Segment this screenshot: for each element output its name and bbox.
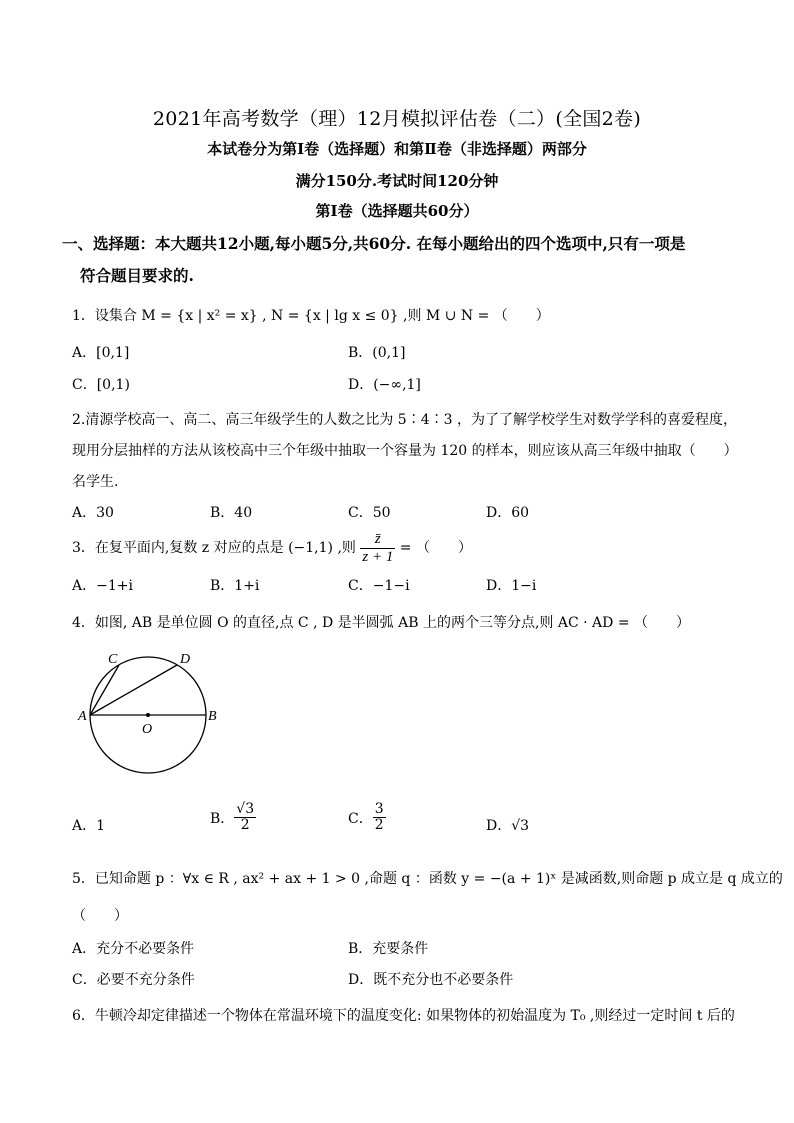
q4-option-b-fraction	[234, 802, 256, 834]
question-4-stem: 4．如图, AB 是单位圆 O 的直径,点 C , D 是半圆弧 AB 上的两个三等分点,则 AC · AD = （ ）	[72, 615, 691, 631]
q4-option-c-fraction	[373, 802, 386, 834]
q3-fraction-denominator: z + 1	[362, 548, 394, 565]
q4-option-d	[486, 815, 529, 835]
question-1-stem: 1．设集合 M = {x | x² = x} , N = {x | lg x ≤ 0} ,则 M ∪ N = （ ）	[72, 308, 550, 324]
question-2-line3: 名学生.	[72, 474, 119, 490]
q3-fraction-numerator: z̄	[360, 531, 395, 549]
q3-stem-pre: 3．在复平面内,复数 z 对应的点是 (−1,1) ,则	[72, 540, 356, 556]
q4-option-c-denominator: 2	[374, 817, 384, 834]
q3-option-c: C．−1−i	[348, 578, 410, 594]
q1-option-a: A．[0,1]	[72, 345, 130, 361]
q4-option-c-numerator: 3	[374, 801, 384, 817]
label-b: B	[208, 709, 217, 724]
q4-option-a	[72, 815, 105, 835]
exam-subtitle-score-time: 满分150分.考试时间120分钟	[295, 172, 499, 190]
q1-option-c: C．[0,1)	[72, 377, 130, 393]
section-heading-cont: 符合题目要求的.	[80, 266, 194, 285]
q4-option-b-numerator: √3	[236, 801, 255, 817]
q5-option-b: B．充要条件	[348, 941, 429, 957]
q4-option-c	[348, 802, 386, 834]
label-a: A	[78, 709, 87, 724]
label-d: D	[180, 652, 191, 667]
q2-option-b: B．40	[210, 505, 253, 521]
q2-option-a: A．30	[72, 505, 114, 521]
q4-option-b	[210, 802, 256, 834]
q4-option-a-value: 1	[96, 818, 106, 834]
q2-option-d: D．60	[486, 505, 530, 521]
unit-circle-figure	[70, 645, 240, 785]
q4-option-b-denominator: 2	[240, 817, 250, 834]
q4-option-d-label: D．	[486, 818, 512, 834]
q4-option-b-label: B．	[210, 810, 235, 827]
q4-option-d-value: √3	[511, 818, 530, 834]
question-2-line1: 2.清源学校高一、高二、高三年级学生的人数之比为 5∶4∶3 ，为了了解学校学生对数学学科的喜爱程度，	[72, 412, 737, 428]
label-c: C	[108, 652, 118, 667]
question-5-line1: 5．已知命题 p ：∀x ∈ R , ax² + ax + 1 > 0 ,命题 q ：函数 y = −(a + 1)ˣ 是减函数,则命题 p 成立是 q 成立的	[72, 871, 783, 887]
chord-ad	[90, 665, 177, 715]
question-5-line2: （ ）	[72, 908, 128, 924]
q3-stem-post: = （ ）	[399, 540, 472, 556]
q3-option-d: D．1−i	[486, 578, 537, 594]
q3-option-b: B．1+i	[210, 578, 260, 594]
q5-option-c: C．必要不充分条件	[72, 972, 195, 988]
q5-option-a: A．充分不必要条件	[72, 941, 195, 957]
q5-option-d: D．既不充分也不必要条件	[348, 972, 514, 988]
exam-subtitle-part1: 第Ⅰ卷（选择题共60分）	[315, 202, 479, 220]
q4-option-a-label: A．	[72, 818, 97, 834]
question-2-line2: 现用分层抽样的方法从该校高中三个年级中抽取一个容量为 120 的样本，则应该从高三年级中抽取（ ）	[72, 443, 738, 459]
exam-subtitle-parts: 本试卷分为第Ⅰ卷（选择题）和第Ⅱ卷（非选择题）两部分	[207, 140, 587, 158]
label-o: O	[142, 722, 153, 737]
q4-option-c-label: C．	[348, 810, 373, 827]
chord-ac	[90, 665, 119, 715]
exam-title: 2021年高考数学（理）12月模拟评估卷（二）(全国2卷)	[152, 108, 642, 130]
q3-option-a: A．−1+i	[72, 578, 133, 594]
q1-option-d: D．(−∞,1]	[348, 377, 421, 393]
q3-fraction	[360, 531, 395, 565]
question-3-stem	[72, 531, 472, 565]
q1-option-b: B．(0,1]	[348, 345, 406, 361]
question-6-line1: 6．牛顿冷却定律描述一个物体在常温环境下的温度变化: 如果物体的初始温度为 T₀ ,则经过一定时间 t 后的	[72, 1008, 735, 1024]
center-point-o	[146, 713, 150, 717]
q2-option-c: C．50	[348, 505, 391, 521]
section-heading: 一、选择题：本大题共12小题,每小题5分,共60分. 在每小题给出的四个选项中,只有一项是	[62, 234, 686, 253]
